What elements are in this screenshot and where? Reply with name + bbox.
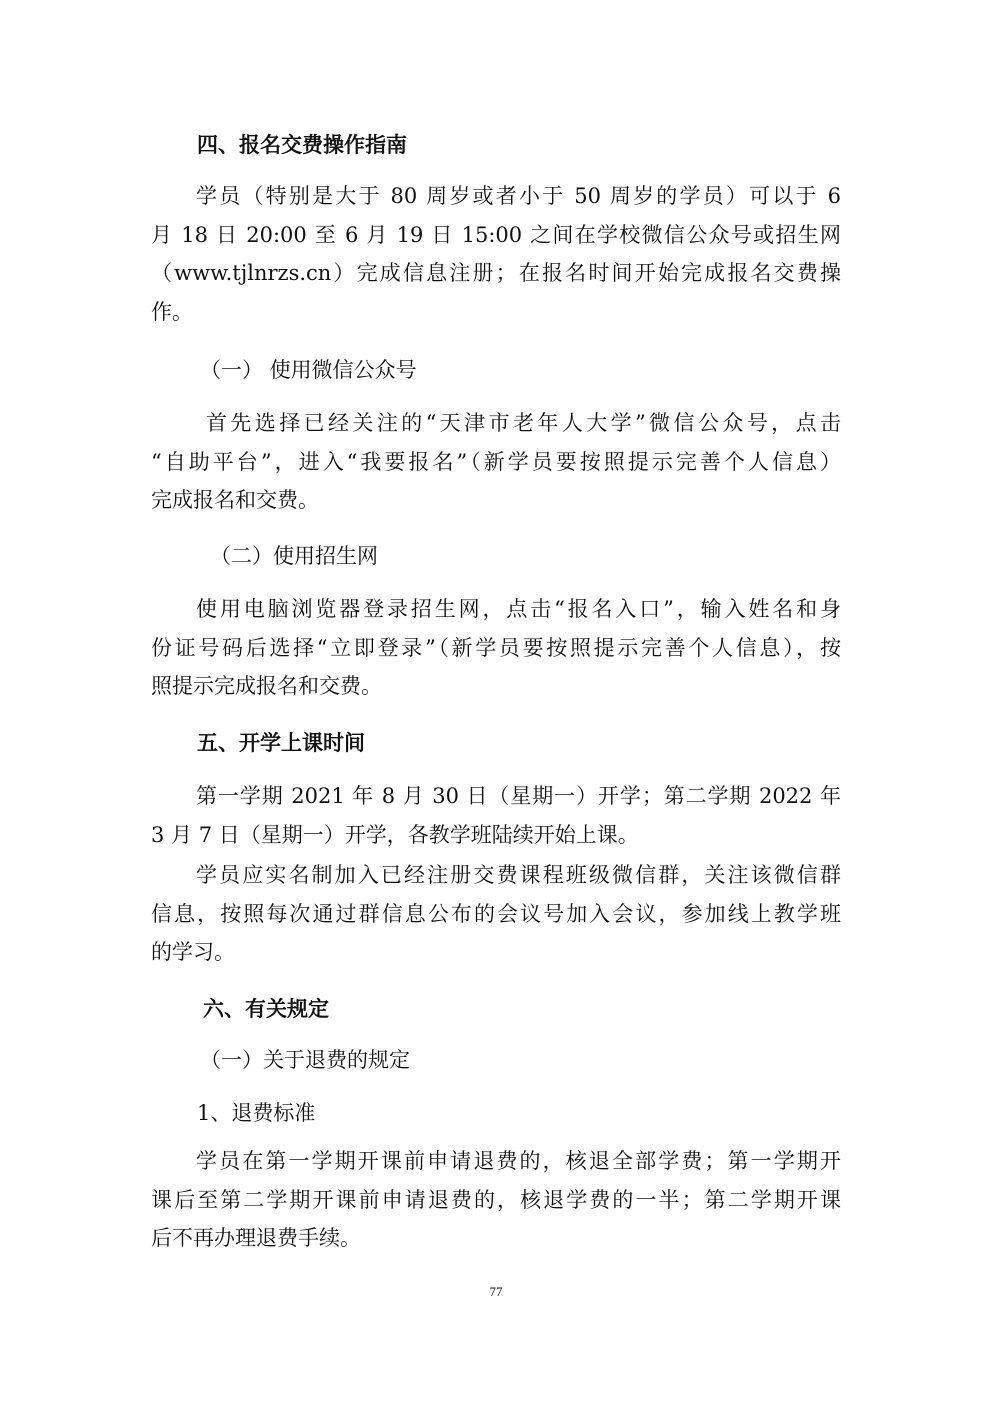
text-line: 月 18 日 20:00 至 6 月 19 日 15:00 之间在学校微信公众号或招生网 xyxy=(151,222,841,247)
paragraph-wechat-group xyxy=(151,856,841,972)
subheading-refund: （一）关于退费的规定 xyxy=(200,1048,410,1072)
paragraph-semester-dates xyxy=(151,777,841,854)
text-line: 学员在第一学期开课前申请退费的，核退全部学费；第一学期开 xyxy=(196,1149,841,1173)
text-line: 第一学期 2021 年 8 月 30 日（星期一）开学；第二学期 2022 年 xyxy=(196,784,841,808)
text-line: 作。 xyxy=(151,299,193,324)
subheading-website: （二）使用招生网 xyxy=(210,544,378,568)
subheading-wechat: （一） 使用微信公众号 xyxy=(200,358,417,382)
text-line: 信息，按照每次通过群信息公布的会议号加入会议，参加线上教学班 xyxy=(151,901,841,926)
section-heading-class-start: 五、开学上课时间 xyxy=(197,731,365,755)
text-line: （www.tjlnrzs.cn）完成信息注册；在报名时间开始完成报名交费操 xyxy=(151,261,841,285)
paragraph-refund-rules xyxy=(151,1142,841,1258)
text-line: “自助平台”，进入“我要报名”（新学员要按照提示完善个人信息） xyxy=(151,449,841,474)
text-line: 3 月 7 日（星期一）开学，各教学班陆续开始上课。 xyxy=(151,822,639,847)
text-line: 学员应实名制加入已经注册交费课程班级微信群，关注该微信群 xyxy=(196,863,841,887)
text-line: 使用电脑浏览器登录招生网，点击“报名入口”，输入姓名和身 xyxy=(196,597,841,621)
section-heading-registration-guide: 四、报名交费操作指南 xyxy=(197,133,407,157)
page-number: 77 xyxy=(489,1284,503,1299)
paragraph-wechat-steps xyxy=(151,404,841,520)
section-heading-regulations: 六、有关规定 xyxy=(203,997,329,1021)
text-line: 首先选择已经关注的“天津市老年人大学”微信公众号，点击 xyxy=(206,411,841,435)
text-line: 课后至第二学期开课前申请退费的，核退学费的一半；第二学期开课 xyxy=(151,1187,841,1212)
text-line: 后不再办理退费手续。 xyxy=(151,1226,361,1250)
item-refund-standard: 1、退费标准 xyxy=(197,1101,316,1125)
text-line: 完成报名和交费。 xyxy=(151,488,319,512)
text-line: 的学习。 xyxy=(151,940,235,964)
text-line: 照提示完成报名和交费。 xyxy=(151,674,382,698)
text-line: 学员（特别是大于 80 周岁或者小于 50 周岁的学员）可以于 6 xyxy=(196,184,841,208)
text-line: 份证号码后选择“立即登录”（新学员要按照提示完善个人信息），按 xyxy=(151,635,841,660)
paragraph-website-steps xyxy=(151,590,841,706)
paragraph-registration-intro xyxy=(151,177,841,331)
